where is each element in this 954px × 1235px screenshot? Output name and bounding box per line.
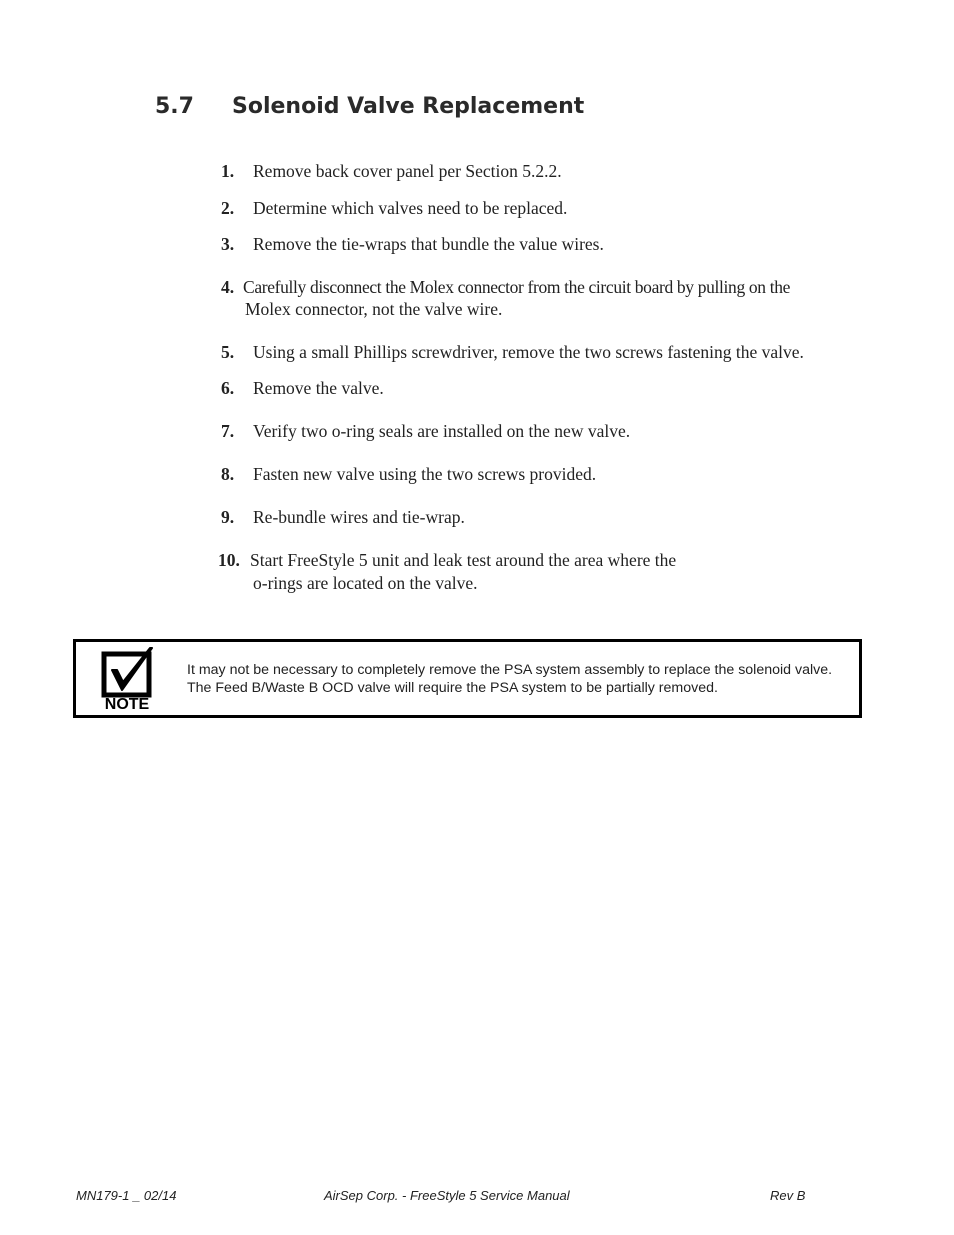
list-item [221,160,562,182]
step-number: 7. [221,421,235,441]
note-callout [73,639,862,718]
list-item [221,197,567,219]
list-item [221,341,804,363]
list-item [221,276,790,298]
checkmark-note-icon [100,646,156,712]
list-item [221,463,596,485]
step-number: 8. [221,464,235,484]
step-text: Remove back cover panel per Section 5.2.2. [253,161,562,181]
step-text: Start FreeStyle 5 unit and leak test around the area where the [250,550,677,570]
step-text: Re-bundle wires and tie-wrap. [253,507,465,527]
footer-revision: Rev B [770,1188,806,1203]
note-text: It may not be necessary to completely remove the PSA system assembly to replace the solenoid valve. The Feed B/Waste B OCD valve will require the PSA system to be partially removed. [187,662,833,696]
footer-title: AirSep Corp. - FreeStyle 5 Service Manual [324,1188,570,1203]
list-item [221,506,465,528]
step-number: 1. [221,161,235,181]
footer-doc-id: MN179-1 _ 02/14 [76,1188,177,1203]
step-number: 5. [221,342,235,362]
list-item [221,377,384,399]
list-item [221,420,630,442]
step-text: Molex connector, not the valve wire. [245,299,503,319]
step-number: 9. [221,507,235,527]
step-number: 4. [221,277,235,297]
step-text: o-rings are located on the valve. [253,573,478,593]
step-text: Using a small Phillips screwdriver, remove the two screws fastening the valve. [253,342,804,362]
step-number: 6. [221,378,235,398]
list-item-continuation [253,572,478,594]
section-number: 5.7 [155,94,194,119]
step-text: Verify two o-ring seals are installed on the new valve. [253,421,631,441]
step-number: 3. [221,234,235,254]
step-text: Remove the tie-wraps that bundle the value wires. [253,234,604,254]
note-icon-label: NOTE [104,696,150,712]
step-number: 10. [218,550,240,570]
list-item [221,233,604,255]
step-number: 2. [221,198,235,218]
section-heading [155,94,584,119]
step-text: Determine which valves need to be replaced. [253,198,568,218]
list-item [218,549,676,571]
section-title: Solenoid Valve Replacement [232,94,585,119]
step-text: Fasten new valve using the two screws provided. [253,464,597,484]
list-item-continuation [245,298,502,320]
step-text: Remove the valve. [253,378,384,398]
step-text: Carefully disconnect the Molex connector from the circuit board by pulling on the [243,277,791,297]
